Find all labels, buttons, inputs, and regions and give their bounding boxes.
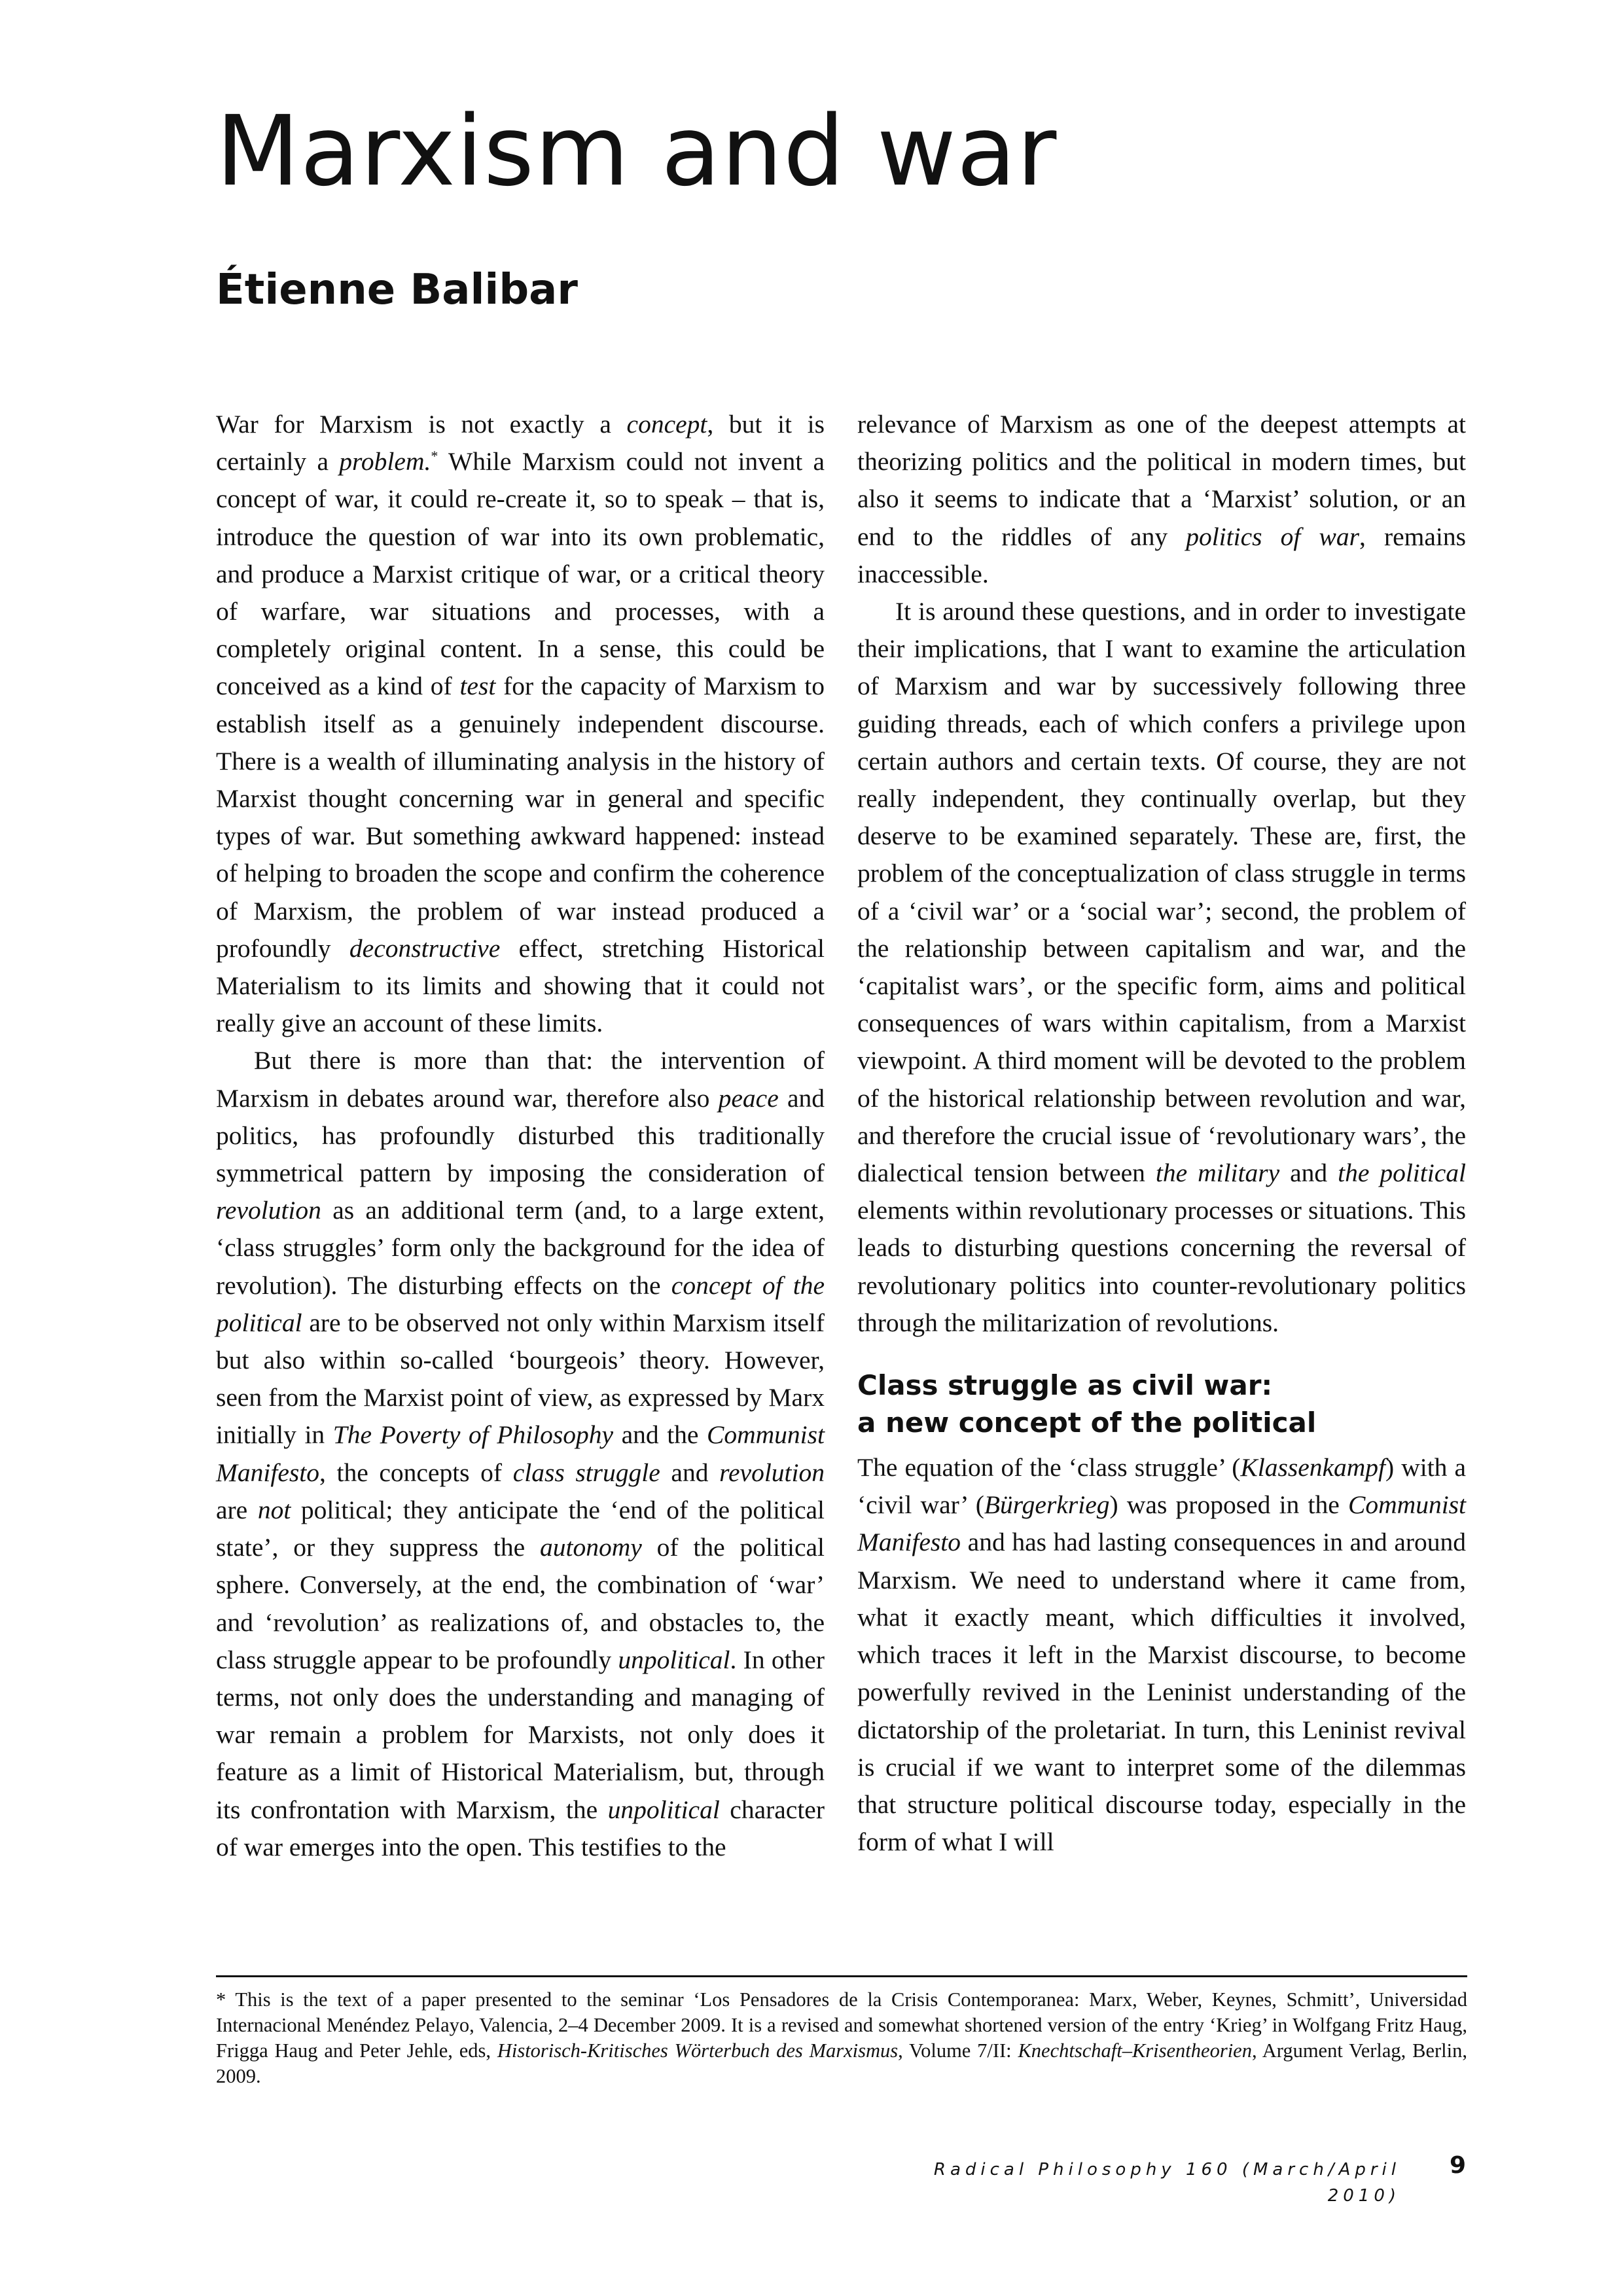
emphasis-text: class struggle — [512, 1458, 660, 1487]
page-number: 9 — [1449, 2152, 1466, 2179]
footnote-marker: * — [431, 448, 438, 465]
paragraph: War for Marxism is not exactly a concept, but it is certainly a problem.* While Marxism could not invent a concept of war, it could re-create it, so to speak – that is, introduce the question of war into its own problematic, and produce a Marxist critique of war, or a critical theory of warfare, war situations and processes, with a completely original content. In a sense, this could be conceived as a kind of test for the capacity of Marxism to establish itself as a genuinely independent discourse. There is a wealth of illuminating analysis in the history of Marxist thought concerning war in general and specific types of war. But something awkward happened: instead of helping to broaden the scope and confirm the coherence of Marxism, the problem of war instead produced a profoundly deconstructive effect, stretching Historical Materialism to its limits and showing that it could not really give an account of these limits. — [216, 410, 825, 1038]
emphasis-text: the political — [1338, 1158, 1466, 1188]
section-heading — [857, 1367, 1466, 1441]
emphasis-text: autonomy — [539, 1533, 642, 1562]
section-heading-line: Class struggle as civil war: — [857, 1369, 1273, 1402]
emphasis-text: unpolitical — [607, 1795, 720, 1824]
section-heading-line: a new concept of the political — [857, 1407, 1317, 1439]
emphasis-text: revolution — [216, 1196, 321, 1225]
emphasis-text: Historisch-Kritisches Wörterbuch des Marxismus — [497, 2039, 899, 2062]
emphasis-text: deconstructive — [349, 933, 501, 963]
emphasis-text: Communist Manifesto — [216, 1420, 825, 1487]
emphasis-text: politics of war — [1186, 522, 1359, 551]
left-column — [216, 406, 825, 1866]
emphasis-text: concept — [626, 410, 707, 439]
emphasis-text: the military — [1155, 1158, 1280, 1188]
emphasis-text: Klassenkampf — [1240, 1453, 1386, 1482]
emphasis-text: unpolitical — [618, 1645, 730, 1674]
emphasis-text: not — [257, 1495, 291, 1524]
paragraph: The equation of the ‘class struggle’ (Klassenkampf) with a ‘civil war’ (Bürgerkrieg) was proposed in the Communist Manifesto and has had lasting consequences in and around Marxism. We need to understand where it came from, what it exactly meant, which difficulties it involved, which traces it left in the Marxist discourse, to become powerfully revived in the Leninist understanding of the dictatorship of the proletariat. In turn, this Leninist revival is crucial if we want to interpret some of the dilemmas that structure political discourse today, especially in the form of what I will — [857, 1453, 1467, 1857]
emphasis-text: revolution — [719, 1458, 825, 1487]
emphasis-text: problem. — [339, 447, 431, 476]
emphasis-text: Bürgerkrieg — [984, 1490, 1110, 1520]
emphasis-text: The Poverty of Philosophy — [332, 1420, 614, 1450]
emphasis-text: Communist Manifesto — [857, 1490, 1467, 1557]
emphasis-text: Knechtschaft–Krisentheorien — [1018, 2039, 1252, 2062]
footnote: * This is the text of a paper presented to the seminar ‘Los Pensadores de la Crisis Contemporanea: Marx, Weber, Keynes, Schmitt’, Universidad Internacional Menéndez Pelayo, Valencia, 2–4 December 2009. It is a revised and somewhat shortened version of the entry ‘Krieg’ in Wolfgang Fritz Haug, Frigga Haug and Peter Jehle, eds, Historisch-Kritisches Wörterbuch des Marxismus, Volume 7/II: Knechtschaft–Krisentheorien, Argument Verlag, Berlin, 2009. — [216, 1988, 1467, 2087]
emphasis-text: peace — [718, 1083, 779, 1113]
emphasis-text: test — [459, 672, 496, 701]
right-column — [857, 406, 1466, 1861]
emphasis-text: concept of the political — [216, 1270, 825, 1337]
paragraph: But there is more than that: the intervention of Marxism in debates around war, therefore also peace and politics, has profoundly disturbed this traditionally symmetrical pattern by imposing the consideration of revolution as an additional term (and, to a large extent, ‘class struggles’ form only the background for the idea of revolution). The disturbing effects on the concept of the political are to be observed not only within Marxism itself but also within so-called ‘bourgeois’ theory. However, seen from the Marxist point of view, as expressed by Marx initially in The Poverty of Philosophy and the Communist Manifesto, the concepts of class struggle and revolution are not political; they anticipate the ‘end of the political state’, or they suppress the autonomy of the political sphere. Conversely, at the end, the combination of ‘war’ and ‘revolution’ as realizations of, and obstacles to, the class struggle appear to be profoundly unpolitical. In other terms, not only does the understanding and managing of war remain a problem for Marxists, not only does it feature as a limit of Historical Materialism, but, through its confrontation with Marxism, the unpolitical character of war emerges into the open. This testifies to the — [216, 1046, 825, 1861]
article-author: Étienne Balibar — [216, 266, 578, 314]
running-footer: Radical Philosophy 160 (March/April 2010) — [933, 2160, 1400, 2206]
footnote-divider — [216, 1975, 1467, 1977]
article-title: Marxism and war — [216, 95, 1058, 207]
paragraph: relevance of Marxism as one of the deepest attempts at theorizing politics and the political in modern times, but also it seems to indicate that a ‘Marxist’ solution, or an end to the riddles of any politics of war, remains inaccessible. — [857, 410, 1466, 588]
paragraph: It is around these questions, and in order to investigate their implications, that I want to examine the articulation of Marxism and war by successively following three guiding threads, each of which confers a privilege upon certain authors and certain texts. Of course, they are not really independent, they continually overlap, but they deserve to be examined separately. These are, first, the problem of the conceptualization of class struggle in terms of a ‘civil war’ or a ‘social war’; second, the problem of the relationship between capitalism and war, and the ‘capitalist wars’, or the specific form, aims and political consequences of wars within capitalism, from a Marxist viewpoint. A third moment will be devoted to the problem of the historical relationship between revolution and war, and therefore the crucial issue of ‘revolutionary wars’, the dialectical tension between the military and the political elements within revolutionary processes or situations. This leads to disturbing questions concerning the reversal of revolutionary politics into counter-revolutionary politics through the militarization of revolutions. — [857, 597, 1466, 1337]
